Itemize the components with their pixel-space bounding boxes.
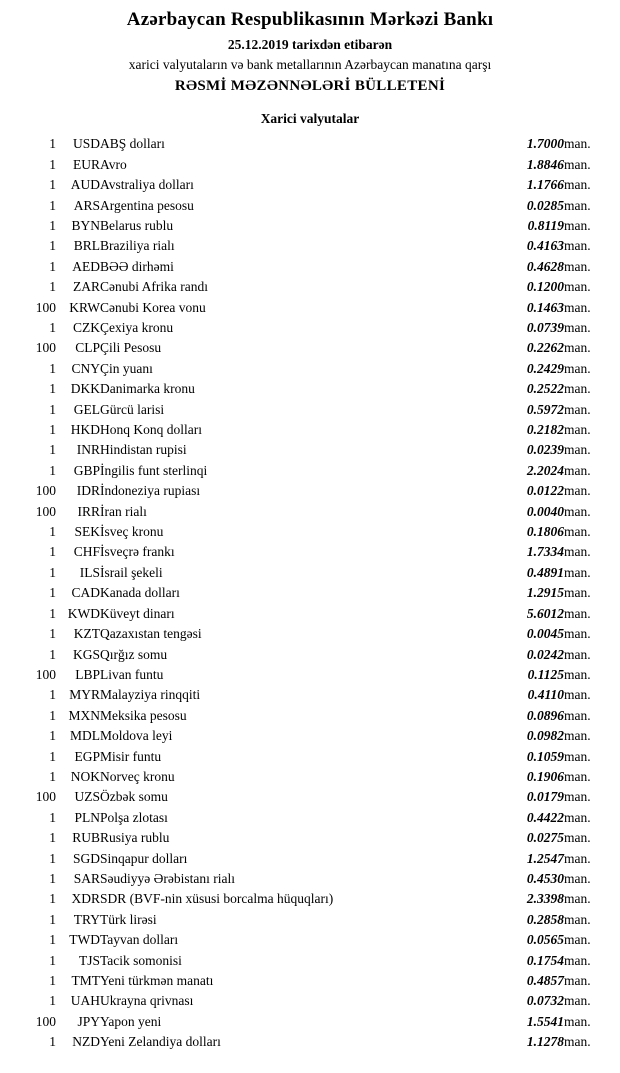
document-header [14,8,606,96]
currency-code: GEL [73,401,100,417]
currency-unit: man. [564,768,591,784]
currency-quantity: 1 [49,626,56,642]
currency-quantity: 1 [49,932,56,948]
currency-quantity: 1 [49,136,56,152]
currency-name: Ukrayna qrivnası [100,993,194,1009]
currency-unit: man. [564,483,591,499]
currency-code: JPY [77,1013,100,1029]
currency-rate: 0.2858 [526,911,564,927]
currency-rate: 0.0732 [526,993,564,1009]
currency-rate: 1.7000 [526,136,564,152]
currency-code: TWD [69,932,100,948]
table-row [14,889,606,909]
currency-code: XDR [71,891,100,907]
currency-code: ZAR [73,279,100,295]
table-row [14,155,606,175]
currency-name: Avstraliya dolları [100,177,194,193]
currency-quantity: 1 [49,748,56,764]
currency-unit: man. [564,340,591,356]
table-row [14,645,606,665]
currency-unit: man. [564,381,591,397]
currency-name: Avro [100,156,127,172]
currency-code: HKD [70,422,100,438]
table-row [14,747,606,767]
currency-rate: 0.0275 [526,830,564,846]
currency-unit: man. [564,279,591,295]
currency-name: Misir funtu [100,748,162,764]
table-row [14,420,606,440]
currency-quantity: 1 [49,360,56,376]
currency-code: CNY [71,360,100,376]
currency-code: NOK [70,768,100,784]
page-title: Azərbaycan Respublikasının Mərkəzi Bankı [126,9,494,30]
table-row [14,257,606,277]
currency-unit: man. [564,830,591,846]
currency-quantity: 1 [49,544,56,560]
currency-unit: man. [564,646,591,662]
currency-name: Kanada dolları [100,585,180,601]
currency-code: TMT [71,973,100,988]
table-row [14,359,606,379]
currency-name: Braziliya rialı [100,238,175,254]
currency-rate: 0.8119 [527,217,564,233]
currency-rate: 0.1200 [526,279,564,295]
currency-quantity: 1 [49,728,56,744]
header-bulletin-title: RƏSMİ MƏZƏNNƏLƏRİ BÜLLETENİ [174,77,446,94]
currency-quantity: 1 [49,973,56,988]
currency-rate: 1.2915 [526,585,564,601]
currency-name: Gürcü larisi [100,401,165,417]
currency-name: Yeni türkmən manatı [100,973,214,988]
currency-quantity: 100 [35,666,56,682]
currency-quantity: 1 [49,1034,56,1050]
currency-quantity: 1 [49,320,56,335]
currency-rate: 0.4891 [526,564,564,580]
currency-quantity: 1 [49,238,56,254]
currency-name: Belarus rublu [100,217,174,233]
currency-code: KZT [73,626,100,642]
currency-code: TJS [78,952,100,968]
table-row [14,542,606,562]
table-row [14,502,606,522]
currency-unit: man. [564,891,591,907]
currency-quantity: 1 [49,156,56,172]
currency-unit: man. [564,728,591,744]
currency-name: Səudiyyə Ərəbistanı rialı [100,870,235,886]
currency-name: İndoneziya rupiası [100,483,201,499]
currency-name: SDR (BVF-nin xüsusi borcalma hüquqları) [100,891,334,907]
currency-unit: man. [564,1034,591,1050]
table-row [14,787,606,807]
currency-rate: 0.2522 [526,381,564,397]
currency-name: Tayvan dolları [100,932,179,948]
table-row [14,379,606,399]
currency-quantity: 1 [49,585,56,601]
currency-unit: man. [564,299,591,315]
currency-name: Çexiya kronu [100,320,174,335]
section-title-foreign-currencies: Xarici valyutalar [260,111,360,127]
table-row [14,134,606,154]
currency-code: BRL [73,238,100,254]
currency-unit: man. [564,422,591,438]
currency-quantity: 1 [49,850,56,866]
table-row [14,318,606,338]
currency-code: PLN [74,809,100,825]
currency-quantity: 1 [49,258,56,274]
currency-name: Cənubi Korea vonu [100,299,206,315]
currency-code: TRY [73,911,100,927]
currency-quantity: 100 [35,503,56,519]
currency-name: Polşa zlotası [100,809,168,825]
table-row [14,869,606,889]
currency-rate: 1.1766 [526,177,564,193]
currency-code: AED [72,258,100,274]
currency-code: IDR [76,483,100,499]
currency-code: ARS [73,197,100,213]
currency-unit: man. [564,544,591,560]
currency-rate: 0.5972 [526,401,564,417]
currency-name: Moldova leyi [100,728,173,744]
currency-unit: man. [564,442,591,458]
currency-quantity: 1 [49,993,56,1009]
currency-name: İran rialı [100,503,147,519]
currency-rate: 0.1806 [526,524,564,540]
currency-quantity: 1 [49,870,56,886]
currency-rate: 0.1059 [526,748,564,764]
currency-code: SEK [74,524,100,540]
currency-unit: man. [564,177,591,193]
currency-name: BƏƏ dirhəmi [100,258,174,274]
currency-name: Türk lirəsi [100,911,157,927]
currency-name: Yeni Zelandiya dolları [100,1034,221,1050]
table-row [14,563,606,583]
currency-rate: 0.0122 [526,483,564,499]
currency-quantity: 1 [49,422,56,438]
currency-code: MDL [70,728,100,744]
currency-rate: 2.2024 [526,462,564,478]
currency-rate: 0.1906 [526,768,564,784]
table-row [14,624,606,644]
table-row [14,665,606,685]
currency-unit: man. [564,585,591,601]
currency-code: ILS [79,564,100,580]
currency-rate: 0.2262 [526,340,564,356]
currency-rate: 0.0896 [526,707,564,723]
currency-rate: 0.1125 [527,666,564,682]
currency-code: INR [76,442,100,458]
currency-name: Tacik somonisi [100,952,182,968]
currency-name: Argentina pesosu [100,197,194,213]
currency-code: CZK [73,320,100,335]
currency-rate: 0.0982 [526,728,564,744]
currency-name: Livan funtu [100,666,164,682]
currency-rate: 1.1278 [526,1034,564,1050]
currency-quantity: 1 [49,381,56,397]
currency-code: CLP [75,340,100,356]
currency-unit: man. [564,687,591,703]
table-row [14,808,606,828]
currency-rate: 0.0239 [526,442,564,458]
currency-rate: 1.5541 [526,1013,564,1029]
currency-code: KWD [67,605,100,621]
currency-unit: man. [564,462,591,478]
currency-unit: man. [564,666,591,682]
currency-code: KRW [69,299,100,315]
currency-name: İsveçrə frankı [100,544,175,560]
currency-unit: man. [564,217,591,233]
table-row [14,971,606,991]
table-row [14,338,606,358]
table-row [14,930,606,950]
table-row [14,236,606,256]
table-row [14,726,606,746]
currency-unit: man. [564,748,591,764]
currency-code: BYN [71,217,100,233]
currency-name: Qazaxıstan tengəsi [100,626,202,642]
currency-rate: 0.0739 [526,320,564,335]
currency-rate: 0.0040 [526,503,564,519]
currency-code: SGD [72,850,100,866]
currency-quantity: 100 [35,299,56,315]
currency-quantity: 1 [49,687,56,703]
currency-rate: 0.4110 [527,687,564,703]
currency-code: EGP [74,748,100,764]
currency-unit: man. [564,932,591,948]
currency-unit: man. [564,850,591,866]
currency-unit: man. [564,973,591,988]
currency-name: İngilis funt sterlinqi [100,462,208,478]
currency-quantity: 1 [49,809,56,825]
currency-code: USD [72,136,100,152]
currency-code: IRR [77,503,100,519]
currency-quantity: 1 [49,524,56,540]
currency-rate: 0.0565 [526,932,564,948]
currency-name: Özbək somu [100,789,168,805]
currency-quantity: 1 [49,891,56,907]
currency-quantity: 1 [49,442,56,458]
table-row [14,481,606,501]
table-row [14,951,606,971]
currency-rate: 0.0045 [526,626,564,642]
effective-date: 25.12.2019 tarixdən etibarən [227,36,393,52]
currency-rate: 0.2429 [526,360,564,376]
currency-rate: 2.3398 [526,891,564,907]
table-row [14,216,606,236]
currency-quantity: 1 [49,911,56,927]
currency-name: Malayziya rinqqiti [100,687,201,703]
currency-code: NZD [72,1034,100,1050]
currency-unit: man. [564,238,591,254]
currency-quantity: 1 [49,279,56,295]
currency-quantity: 1 [49,462,56,478]
currency-unit: man. [564,320,591,335]
currency-code: CAD [71,585,100,601]
table-row [14,604,606,624]
currency-unit: man. [564,707,591,723]
currency-rate: 0.4628 [526,258,564,274]
currency-quantity: 1 [49,646,56,662]
currency-quantity: 1 [49,564,56,580]
currency-quantity: 1 [49,401,56,417]
currency-unit: man. [564,197,591,213]
currency-rate: 0.4857 [526,973,564,988]
currency-quantity: 100 [35,340,56,356]
table-row [14,685,606,705]
header-subtitle: xarici valyutaların və bank metallarının Azərbaycan manatına qarşı [128,57,492,73]
currency-unit: man. [564,809,591,825]
currency-name: Norveç kronu [100,768,175,784]
currency-unit: man. [564,789,591,805]
currency-name: Rusiya rublu [100,830,170,846]
currency-rate: 0.4530 [526,870,564,886]
currency-unit: man. [564,993,591,1009]
currency-code: SAR [73,870,100,886]
table-row [14,400,606,420]
currency-code: GBP [73,462,100,478]
table-row [14,767,606,787]
table-row [14,828,606,848]
currency-unit: man. [564,952,591,968]
currency-name: Danimarka kronu [100,381,195,397]
currency-unit: man. [564,626,591,642]
currency-name: İsveç kronu [100,524,164,540]
currency-name: Meksika pesosu [100,707,187,723]
exchange-rates-body [14,134,606,1052]
table-row [14,461,606,481]
currency-rate: 1.8846 [526,156,564,172]
currency-quantity: 1 [49,605,56,621]
currency-unit: man. [564,258,591,274]
currency-quantity: 1 [49,197,56,213]
currency-unit: man. [564,503,591,519]
table-row [14,910,606,930]
currency-code: MXN [68,707,100,723]
currency-name: Küveyt dinarı [100,605,175,621]
currency-quantity: 100 [35,789,56,805]
currency-rate: 0.4163 [526,238,564,254]
currency-rate: 0.0242 [526,646,564,662]
table-row [14,277,606,297]
currency-code: UAH [70,993,100,1009]
currency-rate: 5.6012 [526,605,564,621]
currency-quantity: 1 [49,952,56,968]
currency-rate: 0.1463 [526,299,564,315]
currency-code: UZS [74,789,100,805]
currency-code: EUR [73,156,100,172]
currency-code: RUB [72,830,100,846]
currency-rate: 0.0179 [526,789,564,805]
currency-unit: man. [564,564,591,580]
table-row [14,298,606,318]
currency-code: AUD [70,177,100,193]
currency-code: CHF [73,544,100,560]
currency-rate: 0.2182 [526,422,564,438]
currency-name: Honq Konq dolları [100,422,202,438]
table-row [14,849,606,869]
currency-quantity: 100 [35,483,56,499]
currency-unit: man. [564,605,591,621]
currency-unit: man. [564,524,591,540]
currency-name: Qırğız somu [100,646,168,662]
currency-unit: man. [564,911,591,927]
currency-name: Çin yuanı [100,360,153,376]
currency-name: Hindistan rupisi [100,442,187,458]
table-row [14,175,606,195]
currency-name: ABŞ dolları [100,136,165,152]
currency-rate: 0.0285 [526,197,564,213]
currency-quantity: 1 [49,707,56,723]
currency-unit: man. [564,1013,591,1029]
table-row [14,991,606,1011]
table-row [14,522,606,542]
currency-code: KGS [72,646,100,662]
currency-unit: man. [564,156,591,172]
currency-name: Cənubi Afrika randı [100,279,208,295]
currency-unit: man. [564,870,591,886]
currency-code: DKK [70,381,100,397]
exchange-rates-table [14,134,606,1052]
currency-quantity: 100 [35,1013,56,1029]
currency-quantity: 1 [49,217,56,233]
table-row [14,583,606,603]
currency-rate: 1.7334 [526,544,564,560]
currency-rate: 0.4422 [526,809,564,825]
table-row [14,440,606,460]
currency-rate: 1.2547 [526,850,564,866]
currency-rate: 0.1754 [526,952,564,968]
currency-quantity: 1 [49,830,56,846]
currency-name: İsrail şekeli [100,564,163,580]
table-row [14,1012,606,1032]
currency-unit: man. [564,360,591,376]
currency-unit: man. [564,401,591,417]
currency-unit: man. [564,136,591,152]
currency-name: Çili Pesosu [100,340,162,356]
table-row [14,196,606,216]
currency-code: LBP [75,666,100,682]
table-row [14,1032,606,1052]
currency-code: MYR [69,687,100,703]
currency-name: Sinqapur dolları [100,850,188,866]
currency-name: Yapon yeni [100,1013,162,1029]
table-row [14,706,606,726]
currency-quantity: 1 [49,768,56,784]
currency-quantity: 1 [49,177,56,193]
